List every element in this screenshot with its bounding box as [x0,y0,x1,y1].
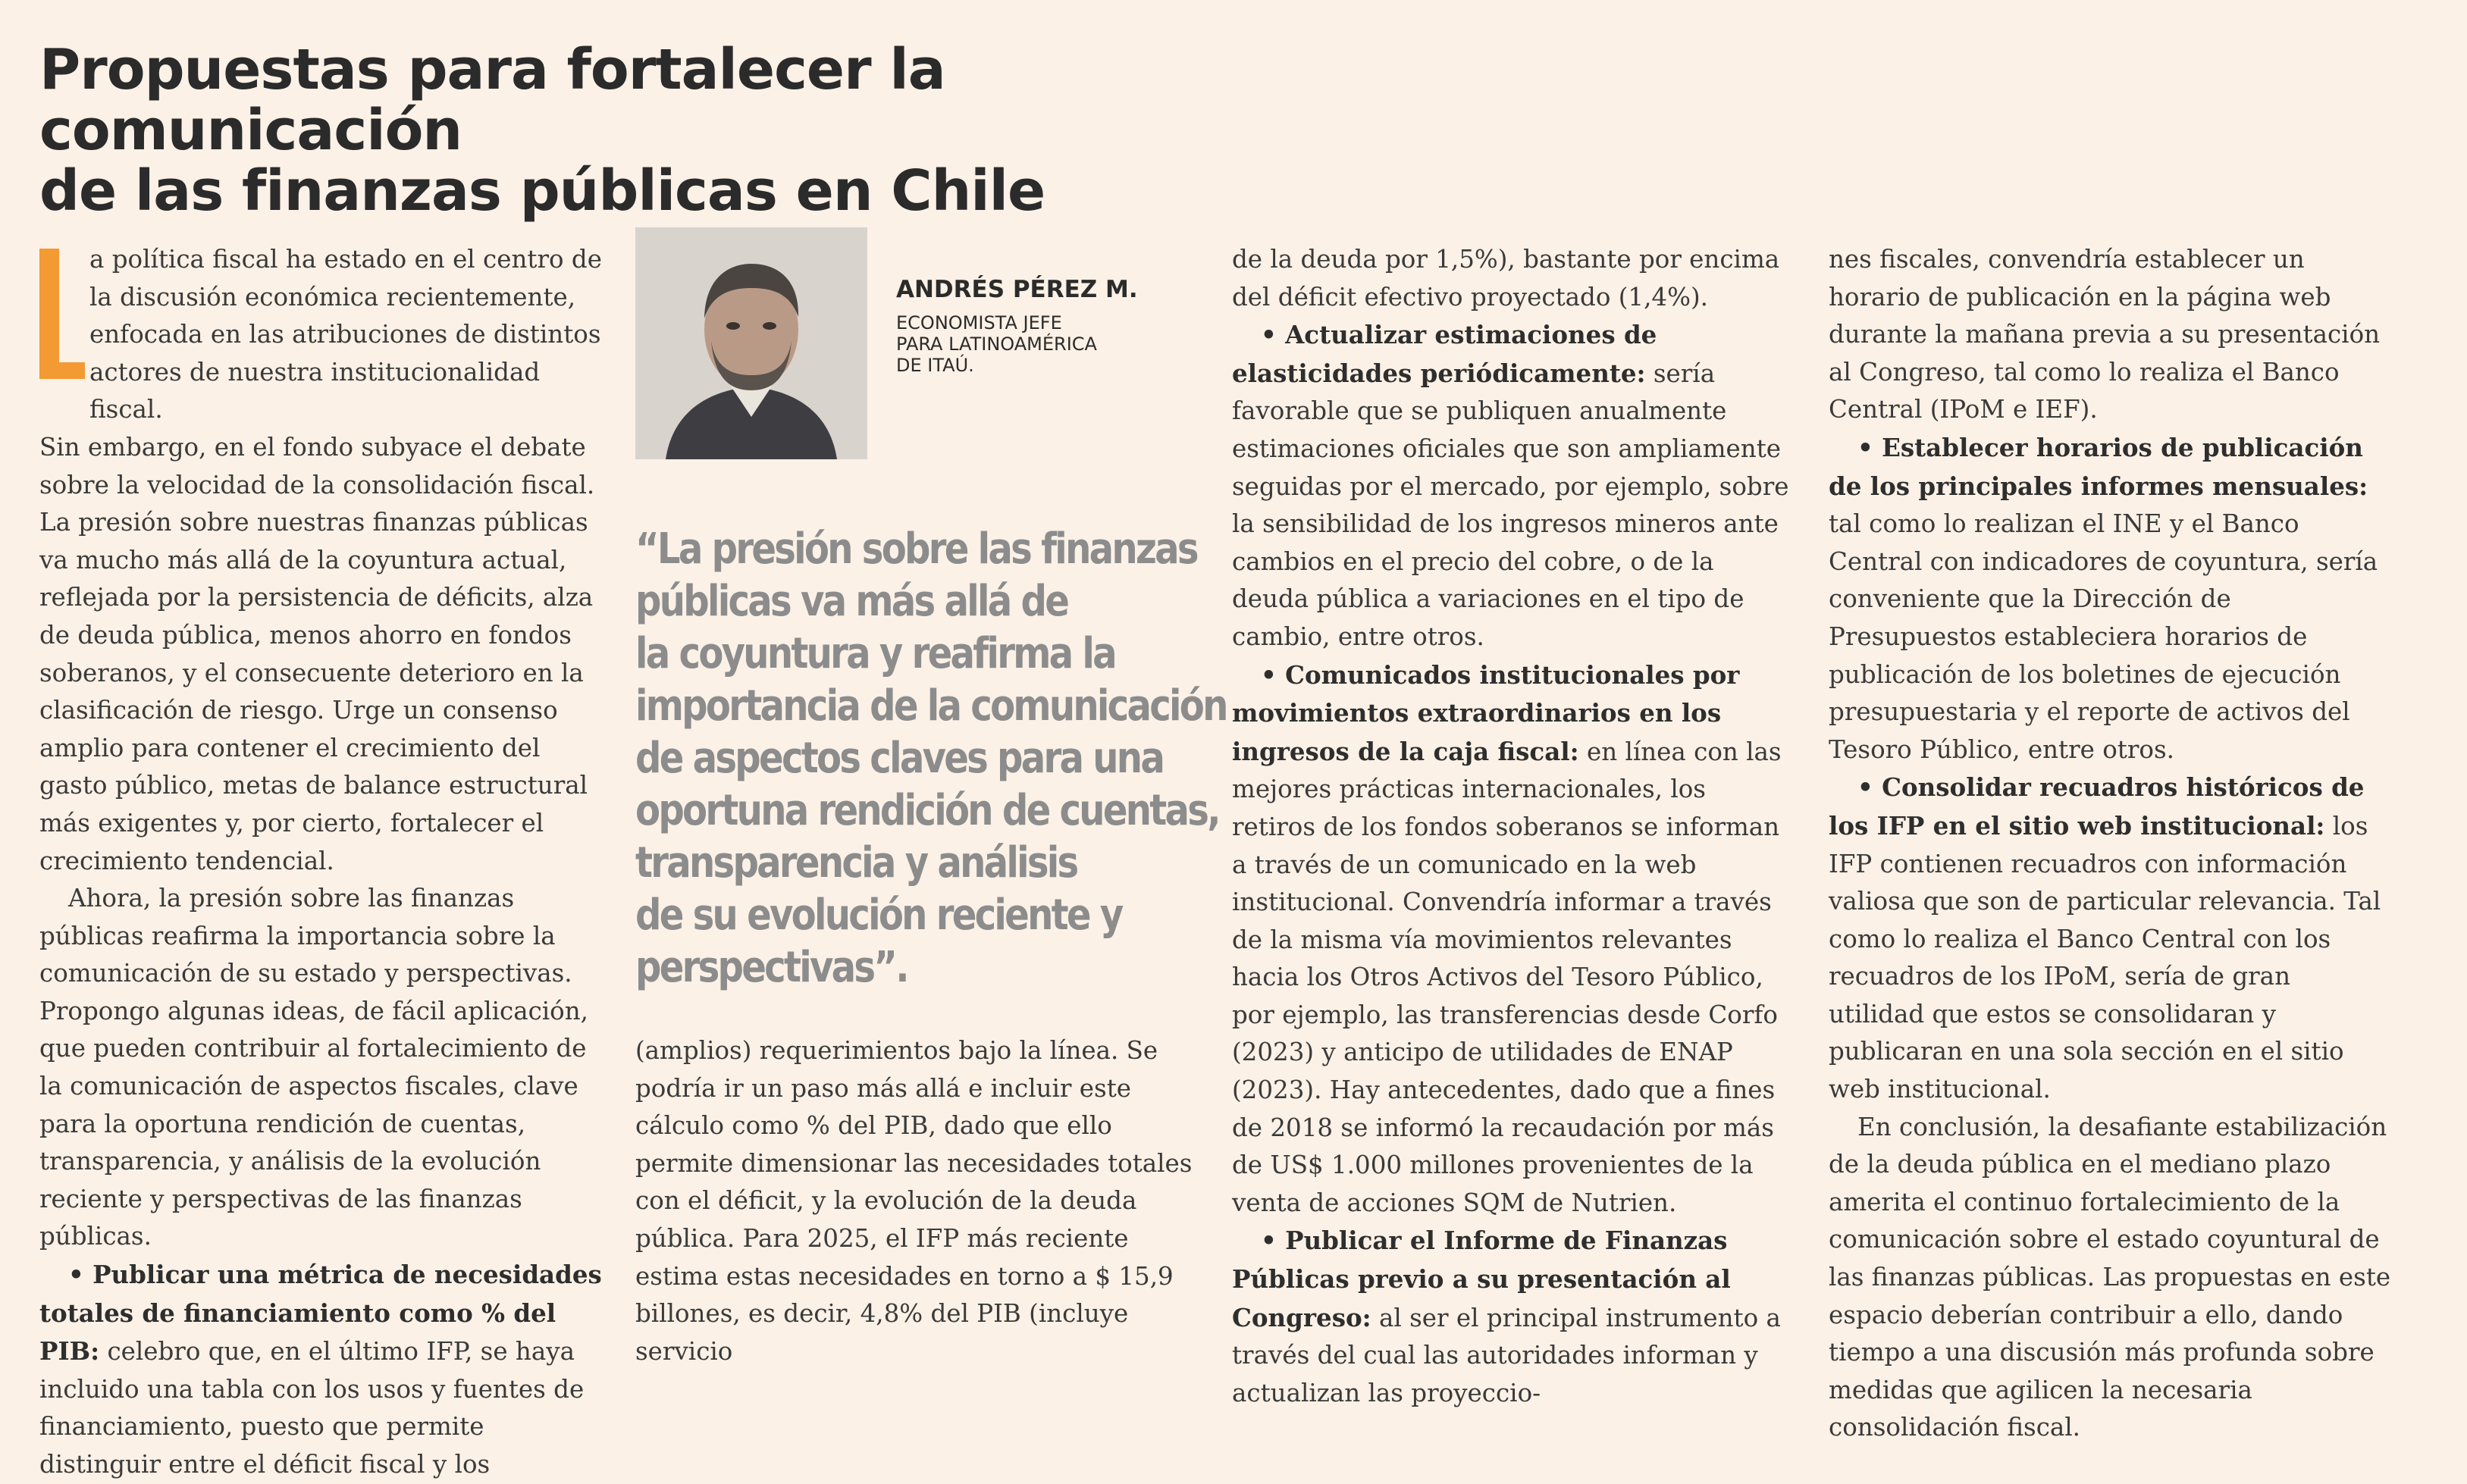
pull-quote-line-6: oportuna rendición de cuentas, [635,786,1219,835]
bullet-recuadros [1829,769,2391,1108]
pull-quote-line-3: la coyuntura y reafirma la [635,629,1115,678]
bullet-text: al ser el principal instrumento a través del cual las autoridades informan y actualizan las proyeccio- [1232,1303,1781,1407]
pull-quote-line-7: transparencia y análisis [635,838,1077,888]
headline-line-2: de las finanzas públicas en Chile [39,158,1045,224]
column-1 [39,241,602,1484]
bullet-comunicados [1232,656,1795,1223]
column-3 [1232,241,1795,1412]
paragraph-conclusion: En conclusión, la desafiante estabilización de la deuda pública en el mediano plazo amerita el continuo fortalecimiento de la comunicación sobre el estado coyuntural de las finanzas públicas. Las propuestas en este espacio deberían contribuir a ello, dando tiempo a una discusión más profunda sobre medidas que agilicen la necesaria consolidación fiscal. [1829,1112,2391,1442]
pull-quote-line-9: perspectivas”. [635,943,907,992]
paragraph-2: Ahora, la presión sobre las finanzas públicas reafirma la importancia sobre la comunicación de su estado y perspectivas. Propongo algunas ideas, de fácil aplicación, que pueden contribuir al fortalecimiento de la comunicación de aspectos fiscales, clave para la oportuna rendición de cuentas, transparencia, y análisis de la evolución reciente y perspectivas de las finanzas públicas. [39,884,589,1251]
pull-quote-line-8: de su evolución reciente y [635,891,1122,940]
bullet-lead: • Publicar el Informe de Finanzas Públicas previo a su presentación al Congreso: [1232,1226,1731,1332]
paragraph-deuda: de la deuda por 1,5%), bastante por encima del déficit efectivo proyectado (1,4%). [1232,245,1780,312]
bullet-text: los IFP contienen recuadros con información valiosa que son de particular relevancia. Tal como lo realiza el Banco Central con los recuadros de los IPoM, sería de gran utilidad que estos se consolidaran y publicaran en una sola sección en el sitio web institucional. [1829,811,2381,1104]
paragraph-intro-text: a política fiscal ha estado en el centro de la discusión económica recientemente, enfocada en las atribuciones de distintos actores de nuestra institucionalidad fiscal. [89,245,602,424]
bullet-lead: • Consolidar recuadros históricos de los IFP en el sitio web institucional: [1829,772,2365,841]
paragraph-continuation: (amplios) requerimientos bajo la línea. Se podría ir un paso más allá e incluir este cálculo como % del PIB, dado que ello permite dimensionar las necesidades totales con el déficit, y la evolución de la deuda pública. Para 2025, el IFP más reciente estima estas necesidades en torno a $ 15,9 billones, es decir, 4,8% del PIB (incluye servicio [635,1036,1193,1366]
bullet-elasticidades [1232,316,1795,656]
pull-quote-line-2: públicas va más allá de [635,577,1068,626]
author-name: ANDRÉS PÉREZ M. [896,276,1138,303]
headline-line-1: Propuestas para fortalecer la comunicación [39,37,945,163]
pull-quote-line-1: “La presión sobre las finanzas [635,524,1197,574]
paragraph-intro-continued: Sin embargo, en el fondo subyace el debate sobre la velocidad de la consolidación fiscal. La presión sobre nuestras finanzas públicas va mucho más allá de la coyuntura actual, reflejada por la persistencia de déficits, alza de deuda pública, menos ahorro en fondos soberanos, y el consecuente deterioro en la clasificación de riesgo. Urge un consenso amplio para contener el crecimiento del gasto público, metas de balance estructural más exigentes y, por cierto, fortalecer el crecimiento tendencial. [39,432,595,875]
bullet-text: sería favorable que se publiquen anualmente estimaciones oficiales que son ampliamente seguidas por el mercado, por ejemplo, sobre la sensibilidad de los ingresos mineros ante cambios en el precio del cobre, o de la deuda pública a variaciones en el tipo de cambio, entre otros. [1232,358,1789,651]
pull-quote-line-4: importancia de la comunicación [635,681,1227,731]
bullet-lead: • Publicar una métrica de necesidades totales de financiamiento como % del PIB: [39,1260,602,1367]
portrait-image [635,227,867,459]
column-2 [635,1032,1198,1370]
author-role-line-3: DE ITAÚ. [896,355,974,376]
author-block [896,274,1184,376]
author-role-line-2: PARA LATINOAMÉRICA [896,333,1097,355]
bullet-lead: • Actualizar estimaciones de elasticidades periódicamente: [1232,320,1657,388]
bullet-horarios [1829,429,2391,769]
dropcap-l [39,249,83,379]
paragraph-intro [39,241,602,429]
author-role [896,312,1184,376]
bullet-informe-finanzas [1232,1222,1795,1412]
bullet-text: en línea con las mejores prácticas internacionales, los retiros de los fondos soberanos se informan a través de un comunicado en la web institucional. Convendría informar a través de la misma vía movimientos relevantes hacia los Otros Activos del Tesoro Público, por ejemplo, las transferencias desde Corfo (2023) y anticipo de utilidades de ENAP (2023). Hay antecedentes, dado que a fines de 2018 se informó la recaudación por más de US$ 1.000 millones provenientes de la venta de acciones SQM de Nutrien. [1232,737,1782,1217]
author-portrait [635,227,867,459]
paragraph-proyecciones: nes fiscales, convendría establecer un horario de publicación en la página web durante la mañana previa a su presentación al Congreso, tal como lo realiza el Banco Central (IPoM e IEF). [1829,245,2381,424]
column-4 [1829,241,2391,1447]
pull-quote-line-5: de aspectos claves para una [635,734,1164,783]
headline [39,37,1328,224]
pull-quote [635,523,1227,994]
bullet-lead: • Establecer horarios de publicación de los principales informes mensuales: [1829,432,2368,501]
first-paragraph [39,241,602,880]
bullet-text: tal como lo realizan el INE y el Banco Central con indicadores de coyuntura, sería conveniente que la Dirección de Presupuestos estableciera horarios de publicación de los boletines de ejecución presupuestaria y el reporte de activos del Tesoro Público, entre otros. [1829,509,2378,764]
bullet-lead: • Comunicados institucionales por movimientos extraordinarios en los ingresos de la caja fiscal: [1232,659,1740,766]
author-role-line-1: ECONOMISTA JEFE [896,312,1062,333]
bullet-text: celebro que, en el último IFP, se haya incluido una tabla con los usos y fuentes de financiamiento, puesto que permite distinguir entre el déficit fiscal y los [39,1337,585,1479]
bullet-metrica-necesidades [39,1256,602,1484]
